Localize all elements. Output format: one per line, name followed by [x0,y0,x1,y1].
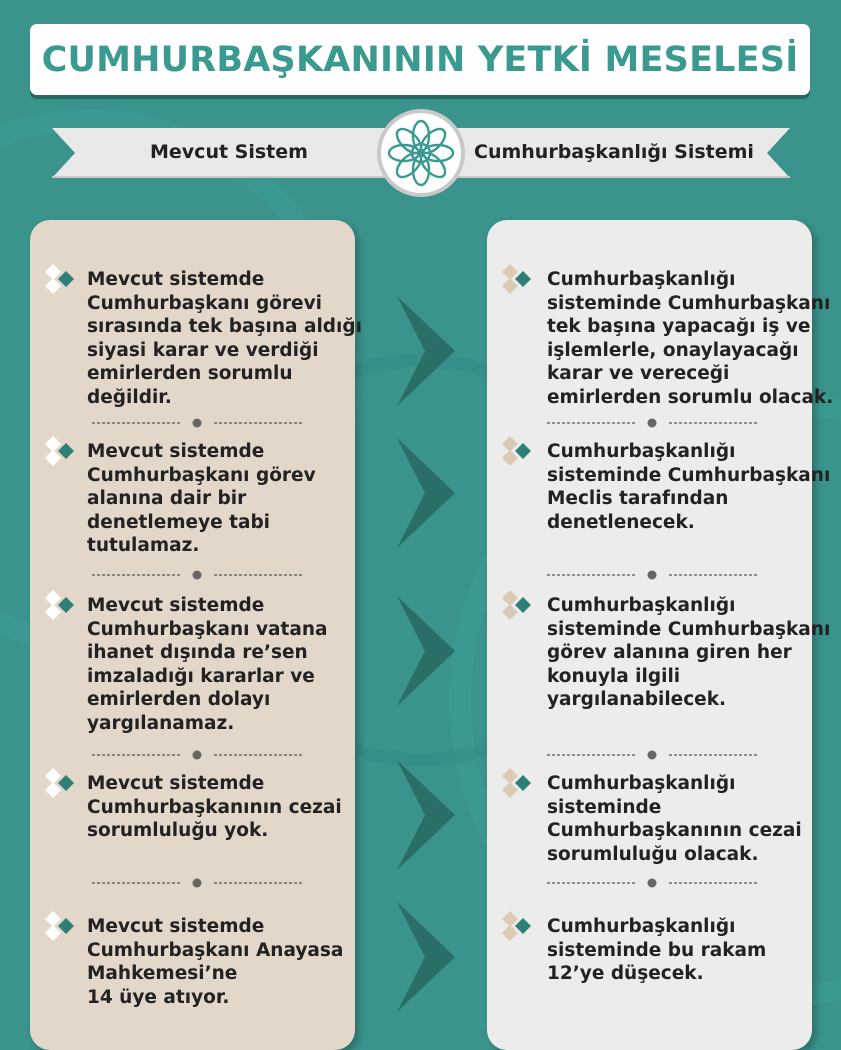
diamond-cluster-icon [499,909,533,943]
presidential-system-item: Cumhurbaşkanlığı sisteminde Cumhurbaşkanı tek başına yapacağı iş ve işlemlerle, onaylayacağı karar ve vereceği emirlerden sorumlu olacak. [547,269,834,408]
diamond-cluster-icon [499,766,533,800]
page-title: CUMHURBAŞKANININ YETKİ MESELESİ [41,39,799,80]
diamond-cluster-icon [42,909,76,943]
diamond-cluster-icon [42,766,76,800]
diamond-cluster-icon [499,262,533,296]
dotted-separator [547,878,757,888]
chevron-right-icon [397,596,455,706]
chevron-right-icon [397,760,455,870]
diamond-cluster-icon [499,434,533,468]
dotted-separator [92,878,302,888]
current-system-item: Mevcut sistemde Cumhurbaşkanı Anayasa Mahkemesi’ne 14 üye atıyor. [87,916,344,1008]
diamond-cluster-icon [42,588,76,622]
title-banner [30,24,810,95]
current-system-item: Mevcut sistemde Cumhurbaşkanı görevi sırasında tek başına aldığı siyasi karar ve verdiği emirlerden sorumlu değildir. [87,269,362,408]
current-system-item: Mevcut sistemde Cumhurbaşkanı vatana ihanet dışında re’sen imzaladığı kararlar ve emirlerden dolayı yargılanamaz. [87,595,328,734]
chevron-right-icon [397,296,455,406]
presidential-system-item: Cumhurbaşkanlığı sisteminde Cumhurbaşkanı Meclis tarafından denetlenecek. [547,441,831,533]
current-system-item: Mevcut sistemde Cumhurbaşkanının cezai sorumluluğu yok. [87,773,342,841]
diamond-cluster-icon [42,434,76,468]
diamond-cluster-icon [499,588,533,622]
left-column-heading: Mevcut Sistem [150,141,308,163]
dotted-separator [547,570,757,580]
right-column-heading: Cumhurbaşkanlığı Sistemi [474,141,754,163]
presidential-system-item: Cumhurbaşkanlığı sisteminde bu rakam 12’ye düşecek. [547,916,767,984]
current-system-item: Mevcut sistemde Cumhurbaşkanı görev alanına dair bir denetlemeye tabi tutulamaz. [87,441,316,556]
dotted-separator [92,418,302,428]
chevron-right-icon [397,438,455,548]
rosette-emblem-icon [376,108,466,198]
dotted-separator [547,418,757,428]
diamond-cluster-icon [42,262,76,296]
presidential-system-item: Cumhurbaşkanlığı sisteminde Cumhurbaşkanının cezai sorumluluğu olacak. [547,773,802,865]
presidential-system-item: Cumhurbaşkanlığı sisteminde Cumhurbaşkanı görev alanına giren her konuyla ilgili yargılanabilecek. [547,595,831,710]
chevron-right-icon [397,902,455,1012]
dotted-separator [92,750,302,760]
dotted-separator [92,570,302,580]
dotted-separator [547,750,757,760]
